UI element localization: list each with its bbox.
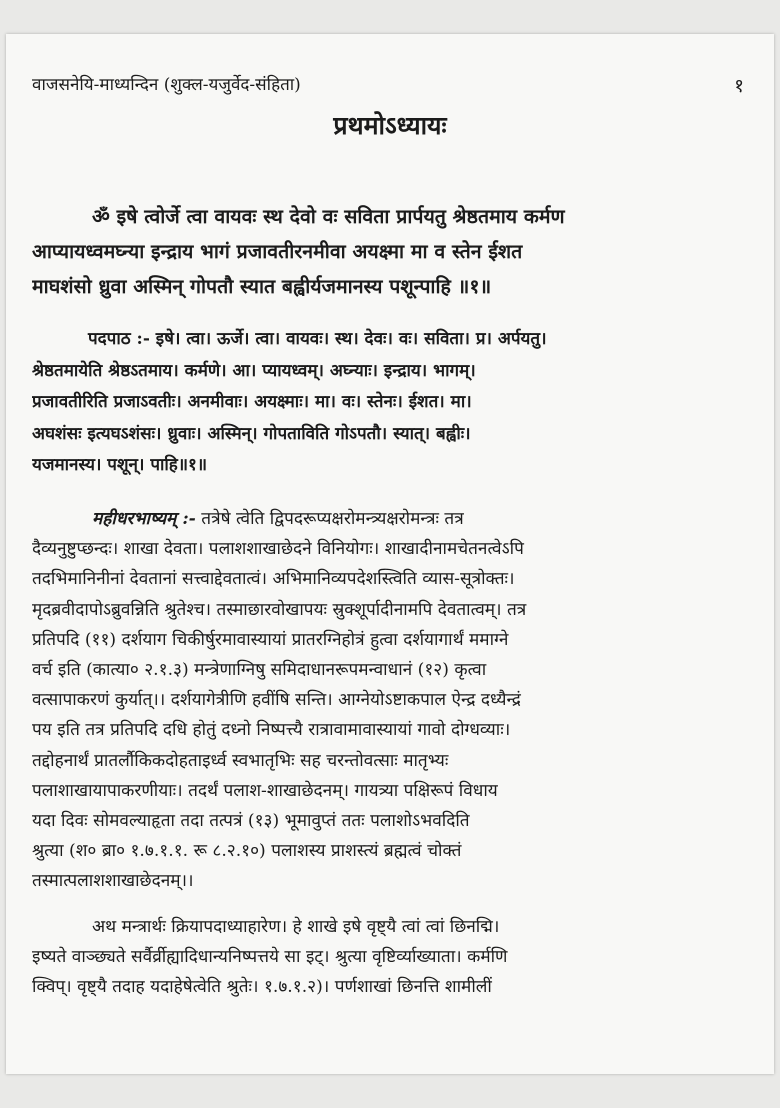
bhashya-line: पलाशाखायापाकरणीयाः। तदर्थं पलाश-शाखाछेदनम्। गायत्र्या पक्षिरूपं विधाय xyxy=(32,780,498,801)
bhashya-line: श्रुत्या (श० ब्रा० १.७.१.१. रू ८.२.१०) पलाशस्य प्राशस्त्यं ब्रह्मत्वं चोक्तं xyxy=(32,841,462,862)
arth-line: इष्यते वाञ्छ्यते सर्वैर्व्रीह्यादिधान्यनिष्पत्तये सा इट्। श्रुत्या वृष्टिर्व्याख्याता। कर्मणि xyxy=(32,947,508,968)
mantrartha-section xyxy=(32,912,748,1003)
bhashya-line: वर्च इति (कात्या० २.१.३) मन्त्रेणाग्निषु समिदाधानरूपमन्वाधानं (१२) कृत्वा xyxy=(32,660,487,681)
mantra-text xyxy=(32,199,748,304)
padapatha-section xyxy=(32,324,748,482)
mantra-line: माघशंसो ध्रुवा अस्मिन् गोपतौ स्यात बह्वीर्यजमानस्य पशून्पाहि ॥१॥ xyxy=(32,275,492,298)
mantra-line: आप्यायध्वमघ्न्या इन्द्राय भागं प्रजावतीरनमीवा अयक्ष्मा मा व स्तेन ईशत xyxy=(32,240,523,263)
padapatha-label: पदपाठ :- xyxy=(88,329,150,349)
bhashya-line: दैव्यनुष्टुप्छन्दः। शाखा देवता। पलाशशाखाछेदने विनियोगः। शाखादीनामचेतनत्वेऽपि xyxy=(32,539,524,560)
bhashya-label: महीधरभाष्यम् :- xyxy=(92,509,196,529)
book-page xyxy=(6,34,774,1074)
padapatha-line xyxy=(32,324,748,356)
padapatha-line: यजमानस्य। पशून्। पाहि॥१॥ xyxy=(32,455,208,475)
bhashya-text: तत्रेषे त्वेति द्विपदरूप्यक्षरोमन्त्र्यक्षरोमन्त्रः तत्र xyxy=(201,509,464,529)
padapatha-line: अघशंसः इत्यघऽशंसः। ध्रुवाः। अस्मिन्। गोपताविति गोऽपतौ। स्यात्। बह्वीः। xyxy=(32,423,471,444)
bhashya-line xyxy=(32,504,748,534)
arth-line: क्विप्। वृष्ट्यै तदाह यदाहेषेत्वेति श्रुतेः। १.७.१.२)। पर्णशाखां छिनत्ति शामीलीं xyxy=(32,977,492,998)
bhashya-line: तदभिमानिनीनां देवतानां सत्त्वाद्देवतात्वं। अभिमानिव्यपदेशस्त्विति व्यास-सूत्रोक्तः। xyxy=(32,569,515,590)
padapatha-line: श्रेष्ठतमायेति श्रेष्ठऽतमाय। कर्मणे। आ। प्यायध्वम्। अघ्न्याः। इन्द्राय। भागम्। xyxy=(32,360,476,381)
bhashya-line: तस्मात्पलाशशाखाछेदनम्।। xyxy=(32,871,194,892)
running-head: वाजसनेयि-माध्यन्दिन (शुक्ल-यजुर्वेद-संहिता) xyxy=(32,75,301,95)
bhashya-line: वत्सापाकरणं कुर्यात्।। दर्शयागेत्रीणि हवींषि सन्ति। आग्नेयोऽष्टाकपाल ऐन्द्र दध्यैन्द्रं xyxy=(32,690,521,711)
bhashya-line: पय इति तत्र प्रतिपदि दधि होतुं दध्नो निष्पत्त्यै रात्रावामावास्यायां गावो दोग्धव्याः। xyxy=(32,720,511,741)
chapter-title: प्रथमोऽध्यायः xyxy=(333,111,447,140)
page-number: १ xyxy=(734,75,744,97)
bhashya-line: मृदब्रवीदापोऽब्रुवन्निति श्रुतेश्च। तस्माछारवोखापयः स्रुक्शूर्पादीनामपि देवतात्वम्। तत्र xyxy=(32,599,527,620)
bhashya-section xyxy=(32,504,748,897)
arth-line: अथ मन्त्रार्थः क्रियापदाध्याहारेण। हे शाखे इषे वृष्ट्यै त्वां त्वां छिनद्मि। xyxy=(92,917,500,937)
padapatha-text: इषे। त्वा। ऊर्जे। त्वा। वायवः। स्थ। देवः। वः। सविता। प्र। अर्पयतु। xyxy=(155,329,547,349)
padapatha-line: प्रजावतीरिति प्रजाऽवतीः। अनमीवाः। अयक्ष्माः। मा। वः। स्तेनः। ईशत। मा। xyxy=(32,392,472,412)
bhashya-line: प्रतिपदि (११) दर्शयाग चिकीर्षुरमावास्यायां प्रातरग्निहोत्रं हुत्वा दर्शयागार्थं ममाग्ने xyxy=(32,629,509,650)
bhashya-line: यदा दिवः सोमवल्याहृता तदा तत्पत्रं (१३) भूमावुप्तं ततः पलाशोऽभवदिति xyxy=(32,811,470,832)
bhashya-line: तद्दोहनार्थं प्रातर्लौकिकदोहताइर्ध्व स्वभातृभिः सह चरन्तोवत्साः मातृभ्यः xyxy=(32,750,449,771)
mantra-line: ॐ इषे त्वोर्जे त्वा वायवः स्थ देवो वः सविता प्रार्पयतु श्रेष्ठतमाय कर्मण xyxy=(92,205,565,228)
